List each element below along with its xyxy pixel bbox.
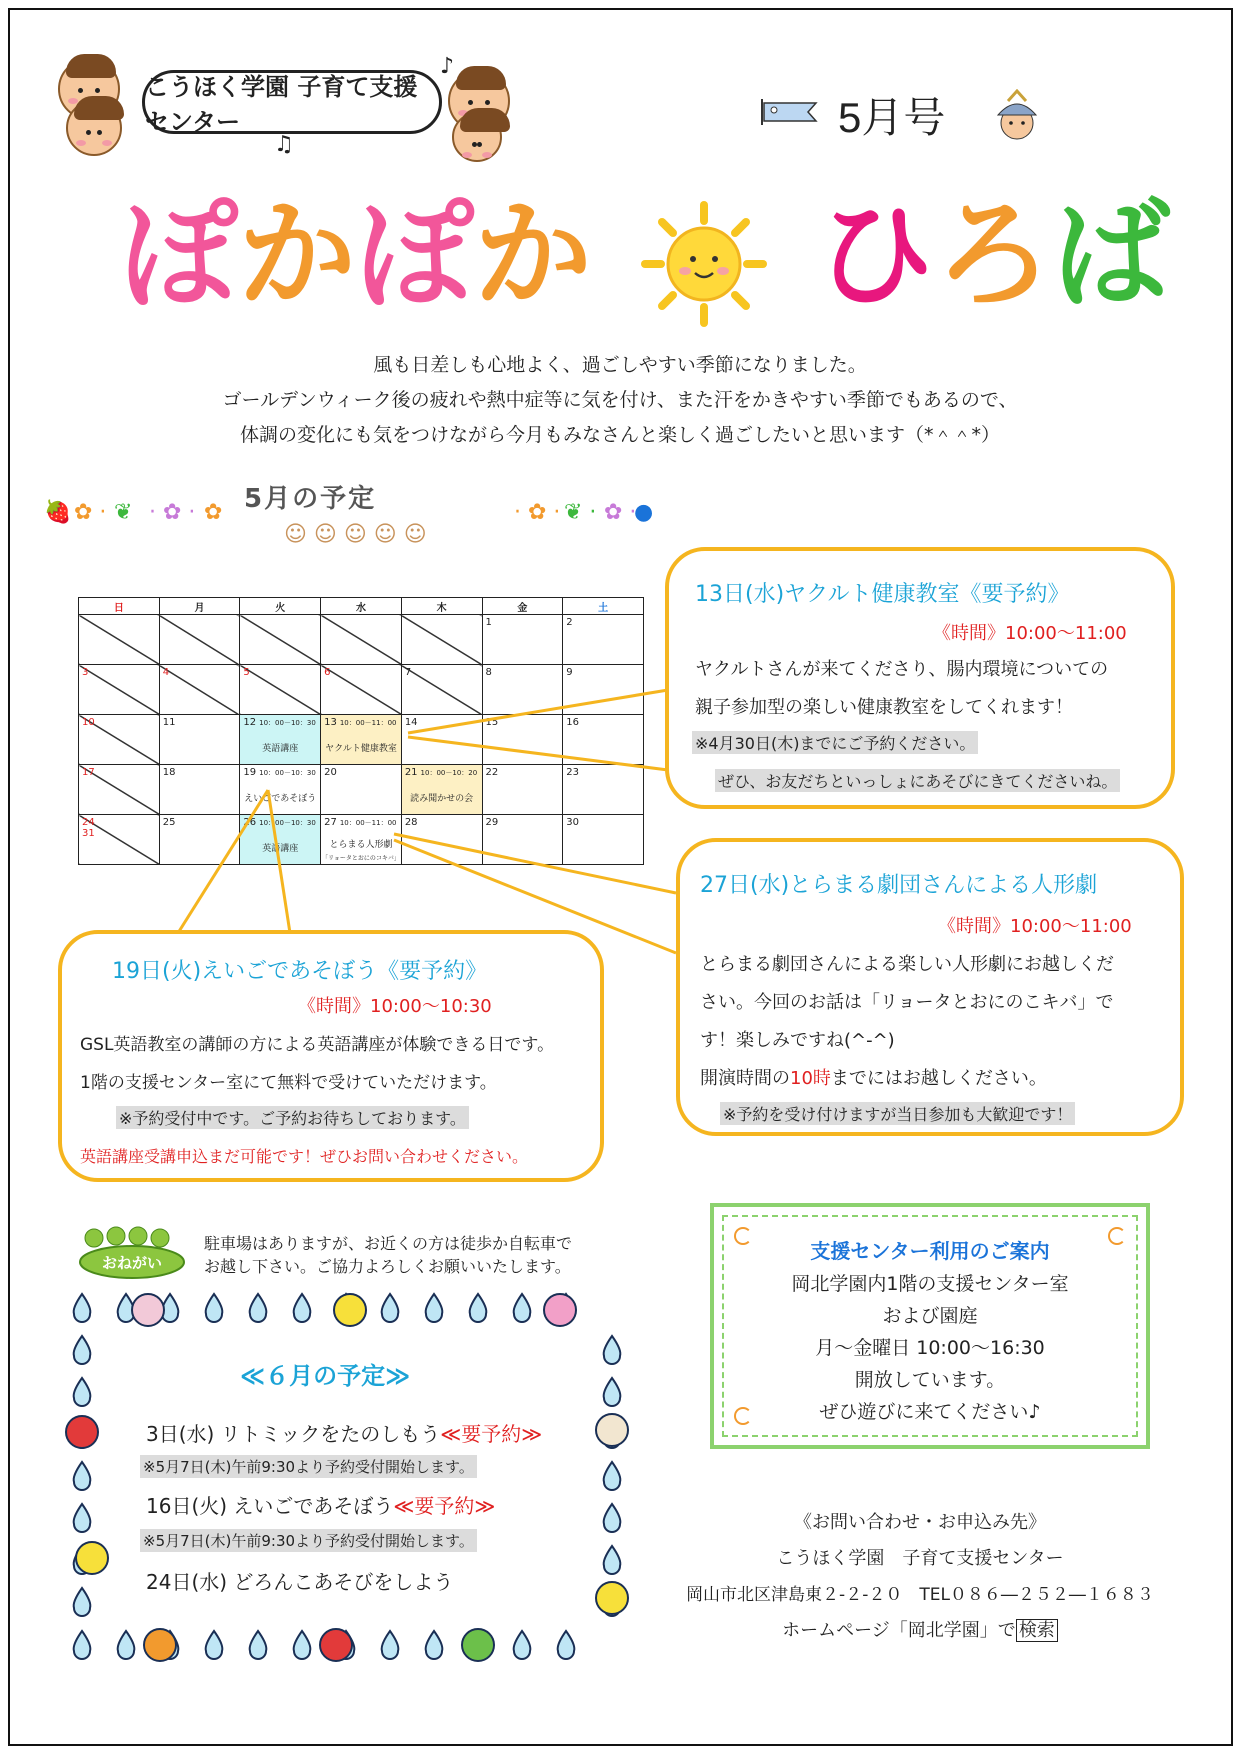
info-line: 月～金曜日 10:00～16:30 bbox=[815, 1337, 1045, 1359]
june-item-text: 16日(火) えいごであそぼう bbox=[146, 1494, 394, 1518]
homepage-text: ホームページ「岡北学園」で bbox=[782, 1620, 1016, 1641]
intro-line: 体調の変化にも気をつけながら今月もみなさんと楽しく過ごしたいと思います（*＾＾*） bbox=[239, 424, 1000, 446]
boot-icon bbox=[66, 1416, 98, 1448]
callout-title: 27日(水)とらまる劇団さんによる人形劇 bbox=[700, 873, 1098, 898]
raindrop-icon bbox=[118, 1631, 135, 1659]
event-name: 読み聞かせの会 bbox=[410, 794, 474, 804]
event-name: とらまる人形劇 bbox=[329, 840, 393, 850]
weekday-header: 月 bbox=[159, 598, 240, 615]
callout-line: 1階の支援センター室にて無料で受けていただけます。 bbox=[80, 1073, 497, 1093]
raindrop-icon bbox=[604, 1378, 621, 1406]
callout-line: とらまる劇団さんによる楽しい人形劇にお越しくだ bbox=[700, 954, 1114, 975]
raindrop-icon bbox=[74, 1588, 91, 1616]
raindrop-icon bbox=[294, 1294, 311, 1322]
title-char: か bbox=[238, 186, 357, 324]
contact-line: こうほく学園 子育て支援センター bbox=[776, 1548, 1064, 1569]
raindrop-icon bbox=[206, 1294, 223, 1322]
intro-line: ゴールデンウィーク後の疲れや熱中症等に気を付け、また汗をかきやすい季節でもあるので、 bbox=[222, 389, 1018, 411]
day-number: 14 bbox=[404, 717, 418, 728]
day-number: 25 bbox=[162, 817, 176, 828]
intro-line: 風も日差しも心地よく、過ごしやすい季節になりました。 bbox=[373, 354, 867, 376]
center-info-box bbox=[710, 1203, 1150, 1449]
raindrop-icon bbox=[604, 1336, 621, 1364]
day-number: 22 bbox=[485, 767, 499, 778]
callout-note-red: 英語講座受講申込まだ可能です！ぜひお問い合わせください。 bbox=[80, 1147, 529, 1166]
weekday-header: 金 bbox=[482, 598, 563, 615]
frog-icon bbox=[462, 1629, 494, 1661]
title-char: ば bbox=[1052, 186, 1171, 324]
day-number: 19 bbox=[243, 767, 257, 778]
homepage-line bbox=[660, 1613, 1180, 1649]
raindrop-icon bbox=[426, 1631, 443, 1659]
callout-line: ヤクルトさんが来てくださり、腸内環境についての bbox=[695, 659, 1109, 680]
day-number: 9 bbox=[566, 667, 573, 678]
children-illustration: ☺ ☺ ☺ ☺ ☺ bbox=[284, 522, 427, 547]
callout-note: ぜひ、お友だちといっしょにあそびにきてくださいね。 bbox=[715, 769, 1120, 792]
callout-note: ※4月30日(木)までにご予約ください。 bbox=[692, 731, 978, 754]
raindrop-icon bbox=[250, 1294, 267, 1322]
raindrop-icon bbox=[74, 1336, 91, 1364]
flower-icon: ✿ · bbox=[604, 500, 637, 525]
event-name: 英語講座 bbox=[262, 744, 299, 754]
june-note: ※5月7日(木)午前9:30より予約受付開始します。 bbox=[140, 1455, 477, 1478]
music-note-icon: ♪ bbox=[440, 54, 455, 79]
callout-time: 《時間》10:00～11:00 bbox=[938, 916, 1132, 937]
day-number: 21 bbox=[404, 767, 418, 778]
day-number: 16 bbox=[566, 717, 579, 728]
day-number: 15 bbox=[485, 717, 499, 728]
raindrop-icon bbox=[514, 1294, 531, 1322]
day-number: 5 bbox=[243, 667, 250, 678]
umbrella-icon bbox=[76, 1542, 108, 1574]
day-number: 7 bbox=[404, 667, 412, 678]
info-line: 開放しています。 bbox=[854, 1369, 1006, 1391]
june-item bbox=[146, 1418, 542, 1447]
raindrop-icon bbox=[250, 1631, 267, 1659]
raindrop-icon bbox=[74, 1631, 91, 1659]
raindrop-icon bbox=[74, 1378, 91, 1406]
contact-info bbox=[660, 1505, 1180, 1649]
teru-teru-icon bbox=[596, 1414, 628, 1446]
title-char: ぽ bbox=[356, 186, 475, 324]
day-number: 2 bbox=[566, 617, 573, 628]
search-label: 検索 bbox=[1016, 1619, 1058, 1642]
june-item-text: 3日(水) リトミックをたのしもう bbox=[146, 1422, 441, 1446]
title-char: か bbox=[474, 186, 593, 324]
raindrop-icon bbox=[604, 1504, 621, 1532]
weekday-header: 日 bbox=[79, 598, 160, 615]
day-number: 1 bbox=[485, 617, 492, 628]
day-number: 8 bbox=[485, 667, 492, 678]
title-char: ろ bbox=[934, 186, 1053, 324]
leaf-icon: ❦ · bbox=[564, 500, 597, 525]
day-number: 4 bbox=[162, 667, 170, 678]
contact-line: 岡山市北区津島東２-２-２０ TEL０８６―２５２―１６８３ bbox=[686, 1585, 1154, 1605]
day-number: 11 bbox=[162, 717, 176, 728]
title-char: ひ bbox=[816, 186, 935, 324]
raindrop-icon bbox=[604, 1462, 621, 1490]
callout-note: ※予約を受け付けますが当日参加も大歓迎です！ bbox=[720, 1102, 1075, 1125]
text: までにはお越しください。 bbox=[830, 1068, 1047, 1089]
june-item-tag: ≪要予約≫ bbox=[393, 1494, 496, 1518]
day-number: 18 bbox=[162, 767, 176, 778]
raindrop-icon bbox=[74, 1504, 91, 1532]
raindrop-icon bbox=[382, 1294, 399, 1322]
day-number: 17 bbox=[82, 767, 95, 778]
highlight-time: 10時 bbox=[790, 1068, 831, 1089]
raindrop-icon bbox=[294, 1631, 311, 1659]
umbrella-icon bbox=[544, 1294, 576, 1326]
raindrop-icon bbox=[426, 1294, 443, 1322]
snail-icon bbox=[144, 1629, 176, 1661]
info-line: 岡北学園内1階の支援センター室 bbox=[791, 1273, 1069, 1295]
flower-icon: ✿ bbox=[204, 500, 223, 525]
title-char: ぽ bbox=[120, 186, 239, 324]
june-item-tag: ≪要予約≫ bbox=[440, 1422, 543, 1446]
onegai-label: おねがい bbox=[101, 1254, 163, 1272]
music-note-icon: ♫ bbox=[274, 132, 294, 157]
event-name: えいごであそぼう bbox=[244, 794, 317, 804]
callout-title: 13日(水)ヤクルト健康教室《要予約》 bbox=[695, 582, 1070, 607]
callout-line: 親子参加型の楽しい健康教室をしてくれます！ bbox=[695, 697, 1073, 718]
flower-icon: ✿ · bbox=[74, 500, 107, 525]
text: 開演時間の bbox=[700, 1068, 790, 1089]
boot-icon bbox=[596, 1582, 628, 1614]
day-number: 30 bbox=[566, 817, 579, 828]
day-number: 20 bbox=[324, 767, 337, 778]
raindrop-icon bbox=[206, 1631, 223, 1659]
raindrop-icon bbox=[604, 1546, 621, 1574]
day-number: 12 bbox=[243, 717, 257, 728]
event-time: 10：00－10：30 bbox=[259, 719, 316, 727]
event-time: 10：00－11：00 bbox=[339, 819, 397, 827]
day-number: 3 bbox=[82, 667, 89, 678]
weekday-header: 土 bbox=[563, 598, 644, 615]
info-line: および園庭 bbox=[882, 1305, 978, 1327]
weekday-header: 水 bbox=[321, 598, 402, 615]
strawberry-icon: 🍓 bbox=[44, 500, 72, 525]
callout-line: さい。今回のお話は「リョータとおにのこキバ」で bbox=[700, 992, 1114, 1013]
event-subtitle: 「リョータとおにのコキバ」 bbox=[322, 855, 400, 862]
day-number: 10 bbox=[82, 717, 95, 728]
notice-line: 駐車場はありますが、お近くの方は徒歩か自転車で bbox=[204, 1234, 573, 1253]
callout-title: 19日(火)えいごであそぼう《要予約》 bbox=[112, 959, 488, 984]
event-time: 10：00－11：00 bbox=[339, 719, 397, 727]
flower-icon: · ✿ · bbox=[149, 500, 196, 525]
day-number: 23 bbox=[566, 767, 579, 778]
callout-line: GSL英語教室の講師の方による英語講座が体験できる日です。 bbox=[80, 1035, 555, 1055]
callout-time: 《時間》10:00～10:30 bbox=[298, 996, 492, 1017]
notice-line: お越し下さい。ご協力よろしくお願いいたします。 bbox=[204, 1257, 571, 1276]
raindrop-icon bbox=[382, 1631, 399, 1659]
day-number: 27 bbox=[324, 817, 337, 828]
boot-icon bbox=[320, 1629, 352, 1661]
june-note: ※5月7日(木)午前9:30より予約受付開始します。 bbox=[140, 1529, 477, 1552]
contact-line: 《お問い合わせ・お申込み先》 bbox=[794, 1512, 1046, 1533]
info-heading: 支援センター利用のご案内 bbox=[810, 1239, 1050, 1263]
schedule-banner-title: 5月の予定 bbox=[244, 484, 377, 514]
issue-month: 5月号 bbox=[838, 94, 946, 141]
logo-text: こうほく学園 子育て支援センター bbox=[142, 70, 442, 134]
callout-time: 《時間》10:00～11:00 bbox=[933, 623, 1127, 644]
june-item: 24日(水) どろんこあそびをしよう bbox=[146, 1570, 454, 1594]
day-number: 24 31 bbox=[82, 817, 95, 839]
event-time: 10：00－10：30 bbox=[259, 769, 316, 777]
flower-icon: · ✿ · bbox=[514, 500, 561, 525]
day-number: 29 bbox=[485, 817, 499, 828]
teru-teru-icon bbox=[132, 1294, 164, 1326]
raindrop-icon bbox=[558, 1631, 575, 1659]
day-number: 26 bbox=[243, 817, 257, 828]
day-number: 28 bbox=[404, 817, 418, 828]
event-name: ヤクルト健康教室 bbox=[325, 744, 397, 754]
raindrop-icon bbox=[514, 1631, 531, 1659]
weekday-header: 火 bbox=[240, 598, 321, 615]
raindrop-icon bbox=[74, 1462, 91, 1490]
mouse-icon: ● bbox=[634, 500, 654, 525]
event-name: 英語講座 bbox=[262, 844, 299, 854]
june-item bbox=[146, 1490, 495, 1519]
raindrop-icon bbox=[470, 1294, 487, 1322]
event-time: 10：00－10：30 bbox=[259, 819, 316, 827]
day-number: 6 bbox=[324, 667, 331, 678]
callout-note: ※予約受付中です。ご予約お待ちしております。 bbox=[116, 1106, 469, 1129]
boot-icon bbox=[334, 1294, 366, 1326]
event-time: 10：00－10：20 bbox=[420, 769, 478, 777]
info-line: ぜひ遊びに来てください♪ bbox=[819, 1401, 1041, 1423]
raindrop-icon bbox=[74, 1294, 91, 1322]
weekday-header: 木 bbox=[401, 598, 482, 615]
day-number: 13 bbox=[324, 717, 337, 728]
callout-line: す！楽しみですね(^-^) bbox=[700, 1030, 895, 1051]
june-title: ≪６月の予定≫ bbox=[240, 1362, 411, 1390]
leaf-icon: ❦ bbox=[114, 500, 133, 525]
